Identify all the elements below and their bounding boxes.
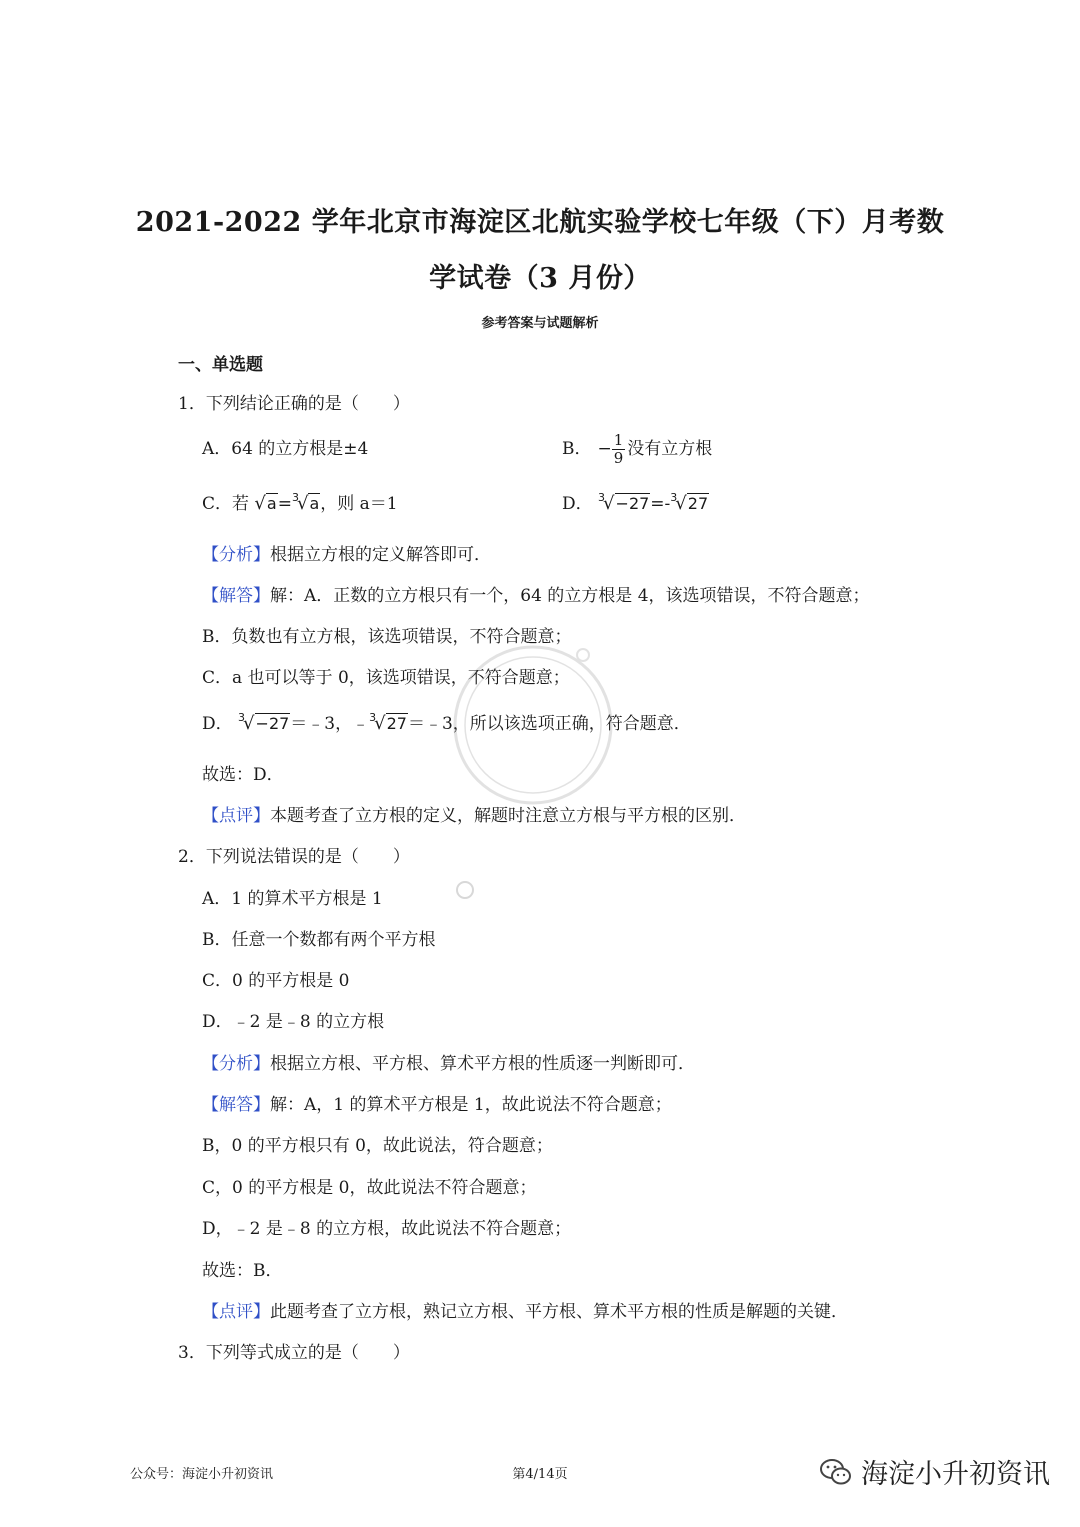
- document-title-line-1: 2021-2022 学年北京市海淀区北航实验学校七年级（下）月考数: [135, 207, 945, 238]
- q1-analysis: 【分析】根据立方根的定义解答即可．: [202, 545, 491, 565]
- q2-option-a: A．1 的算术平方根是 1: [202, 889, 383, 909]
- q2-answer-line-2: B，0 的平方根只有 0，故此说法，符合题意；: [202, 1136, 553, 1156]
- cube-root: $^3$√−27: [238, 711, 290, 734]
- q2-choice: 故选：B．: [202, 1261, 283, 1281]
- footer-page-number: 第4/14页: [512, 1467, 568, 1482]
- q2-comment: 【点评】此题考查了立方根，熟记立方根、平方根、算术平方根的性质是解题的关键．: [202, 1302, 848, 1322]
- document-subtitle: 参考答案与试题解析: [481, 316, 599, 331]
- wechat-account-name: 海淀小升初资讯: [861, 1459, 1050, 1490]
- q2-answer-line-4: D，﹣2 是﹣8 的立方根，故此说法不符合题意；: [202, 1219, 572, 1239]
- q1-choice: 故选：D．: [202, 765, 284, 785]
- q2-option-c: C．0 的平方根是 0: [202, 971, 350, 991]
- q2-option-d: D．﹣2 是﹣8 的立方根: [202, 1012, 385, 1032]
- watermark-seal-icon: [448, 640, 618, 810]
- question-1-stem: 1．下列结论正确的是（ ）: [178, 394, 410, 414]
- document-title-line-2: 学试卷（3 月份）: [429, 263, 651, 294]
- q2-answer-line-3: C，0 的平方根是 0，故此说法不符合题意；: [202, 1178, 537, 1198]
- q1-option-a: A．64 的立方根是±4: [202, 439, 369, 459]
- fraction: $\frac{1}{9}$: [613, 431, 624, 467]
- q1-answer-line-3: C．a 也可以等于 0，该选项错误，不符合题意；: [202, 668, 570, 688]
- section-heading: 一、单选题: [178, 355, 263, 375]
- q1-option-d: D． $^3$√−27=-$^3$√27: [562, 492, 709, 518]
- q1-answer-line-1: 【解答】解：A．正数的立方根只有一个，64 的立方根是 4，该选项错误，不符合题意；: [202, 586, 870, 606]
- cube-root: $^3$√27: [670, 491, 709, 514]
- q1-option-c: C．若 √a=$^3$√a，则 a＝1: [202, 492, 398, 518]
- wechat-badge: [819, 1452, 1050, 1491]
- watermark-dot-icon: [455, 880, 475, 900]
- q2-analysis: 【分析】根据立方根、平方根、算术平方根的性质逐一判断即可．: [202, 1054, 695, 1074]
- q1-answer-line-4: D． $^3$√−27＝﹣3，﹣$^3$√27＝﹣3，所以该选项正确，符合题意．: [202, 712, 691, 738]
- cube-root: $^3$√27: [369, 711, 407, 734]
- square-root: √a: [254, 493, 277, 514]
- q1-comment: 【点评】本题考查了立方根的定义，解题时注意立方根与平方根的区别．: [202, 806, 746, 826]
- wechat-icon: [819, 1457, 853, 1487]
- q1-answer-line-2: B．负数也有立方根，该选项错误，不符合题意；: [202, 627, 572, 647]
- footer-account: 公众号：海淀小升初资讯: [130, 1467, 274, 1482]
- cube-root: $^3$√a: [291, 491, 320, 514]
- q2-option-b: B．任意一个数都有两个平方根: [202, 930, 436, 950]
- question-3-stem: 3．下列等式成立的是（ ）: [178, 1343, 410, 1363]
- cube-root: $^3$√−27: [598, 491, 650, 514]
- q1-option-b: B． − $\frac{1}{9}$ 没有立方根: [562, 431, 713, 467]
- question-2-stem: 2．下列说法错误的是（ ）: [178, 847, 410, 867]
- q2-answer-line-1: 【解答】解：A，1 的算术平方根是 1，故此说法不符合题意；: [202, 1095, 672, 1115]
